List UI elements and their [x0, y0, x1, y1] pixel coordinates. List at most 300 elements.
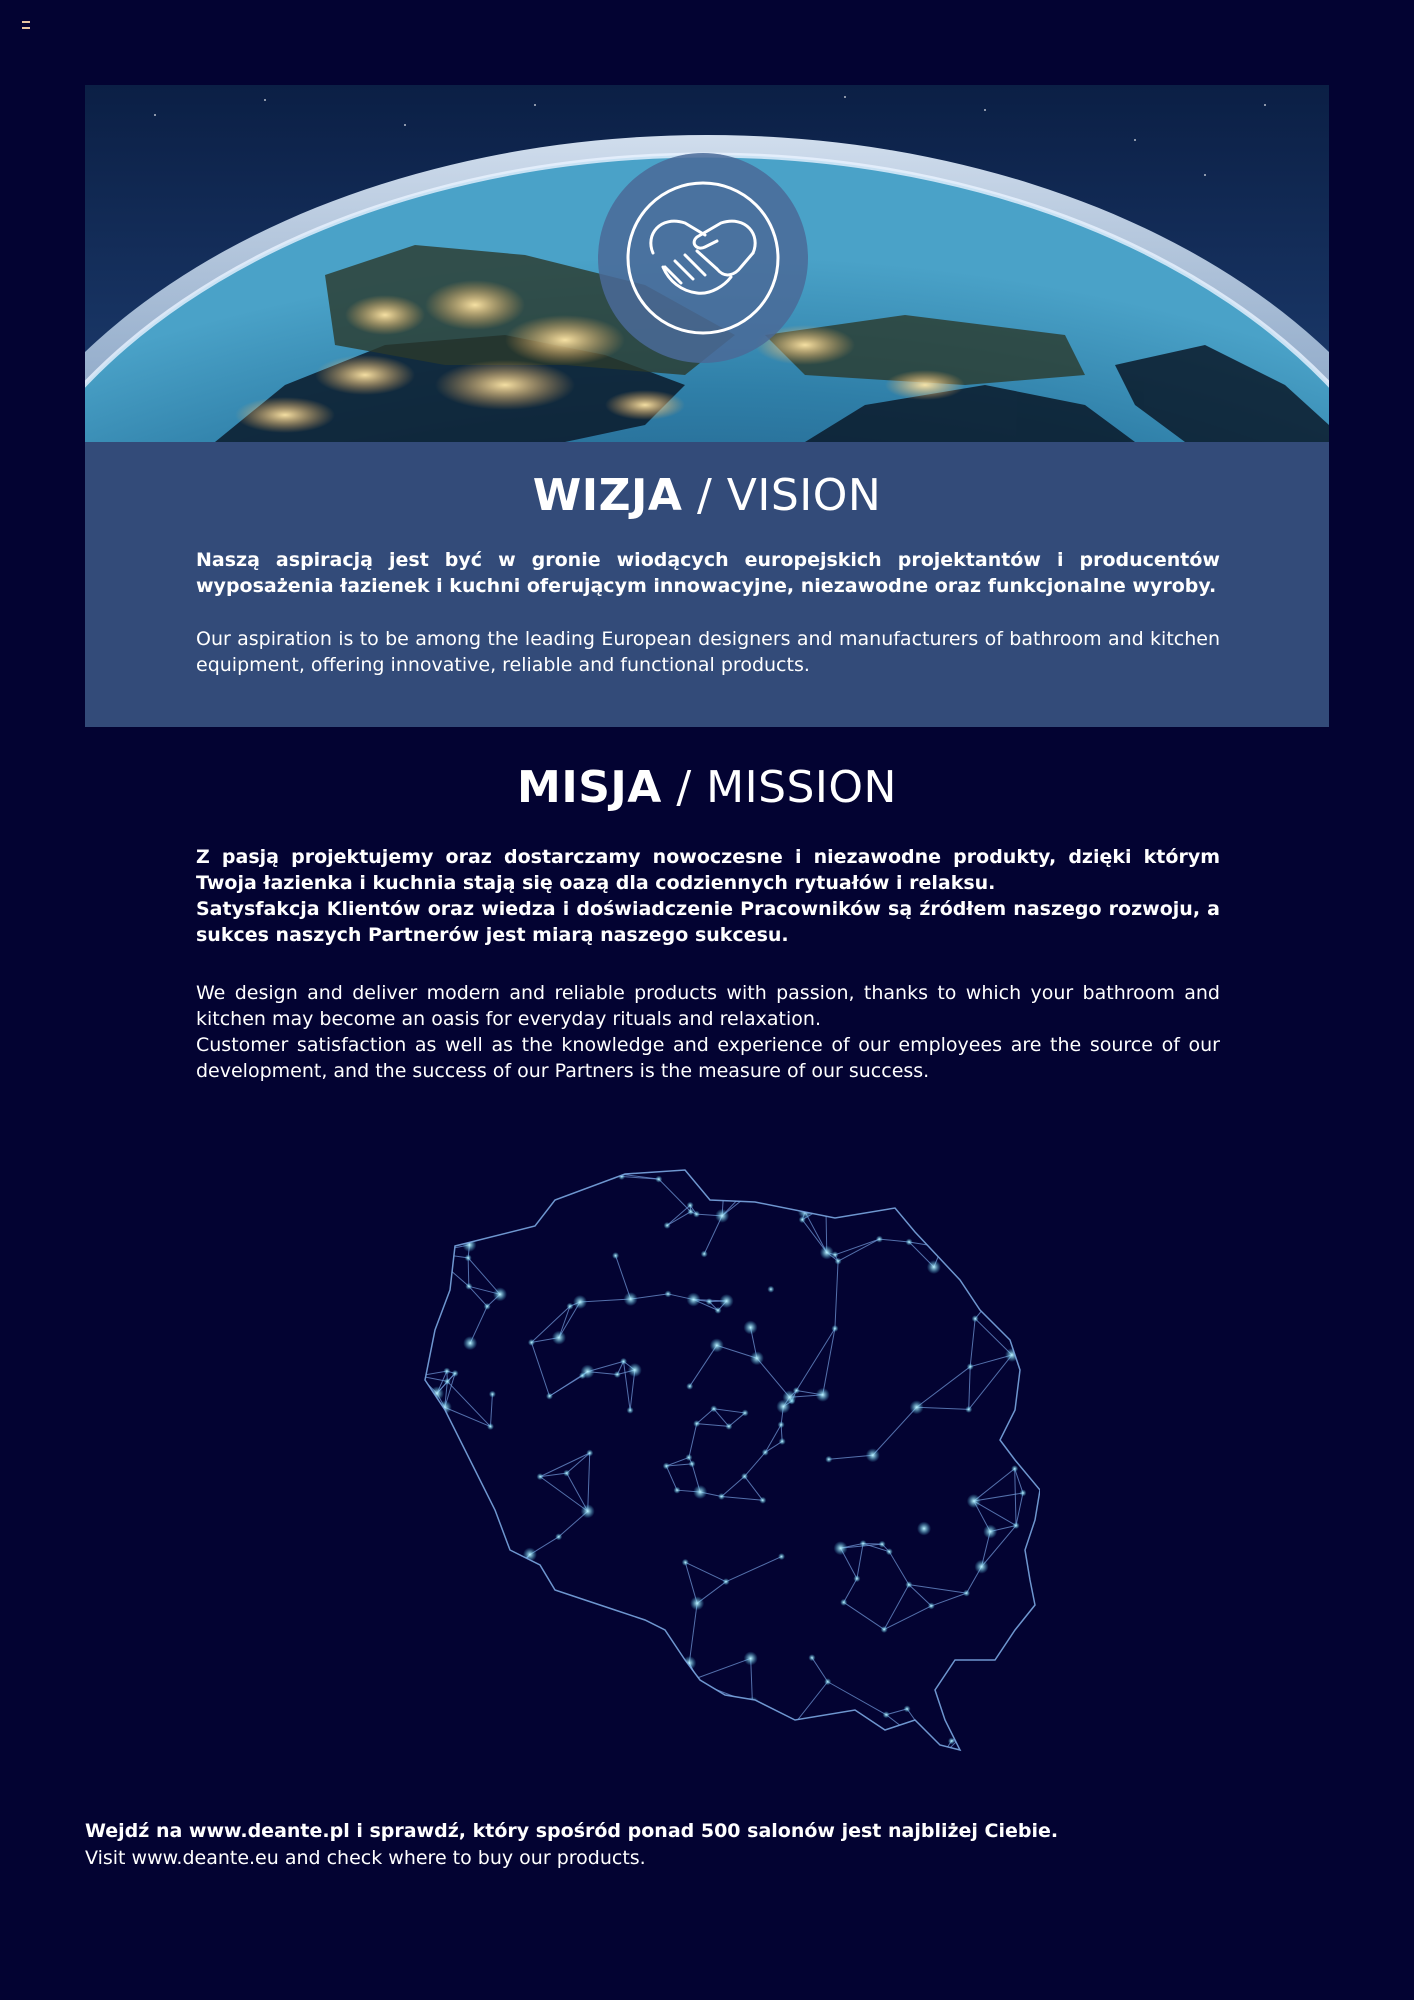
network-node	[825, 1456, 832, 1463]
network-node	[744, 1320, 758, 1334]
network-link	[969, 1355, 1012, 1409]
network-node	[710, 1338, 724, 1352]
network-link	[420, 1597, 494, 1614]
network-node	[759, 1497, 766, 1504]
network-node	[489, 1391, 496, 1398]
network-node	[690, 1596, 704, 1610]
network-node	[917, 1522, 931, 1536]
network-node	[484, 1303, 491, 1310]
network-node	[866, 1448, 880, 1462]
network-link	[931, 1593, 966, 1606]
network-node	[927, 1260, 941, 1274]
network-link	[497, 1585, 498, 1594]
network-link	[978, 1223, 1013, 1274]
network-link	[689, 1424, 697, 1458]
network-link	[667, 1212, 691, 1226]
network-node	[685, 1454, 692, 1461]
network-link	[654, 1728, 702, 1741]
network-link	[564, 1690, 582, 1733]
network-link	[493, 1624, 511, 1636]
network-node	[462, 1238, 476, 1252]
network-node	[799, 1216, 806, 1223]
network-node	[876, 1236, 883, 1243]
network-node	[693, 1420, 700, 1427]
network-node	[725, 1423, 732, 1430]
network-link	[433, 1520, 452, 1605]
network-node	[557, 1600, 564, 1607]
network-node	[627, 1407, 634, 1414]
network-node	[714, 1307, 721, 1314]
network-node	[620, 1358, 627, 1365]
network-link	[907, 1709, 941, 1757]
network-link	[690, 1345, 717, 1386]
network-link	[969, 1676, 994, 1729]
network-node	[975, 1560, 989, 1574]
hamburger-icon[interactable]	[22, 21, 30, 29]
network-node	[778, 1421, 785, 1428]
network-node	[674, 1487, 681, 1494]
network-link	[974, 1469, 1015, 1501]
network-link	[467, 1201, 470, 1245]
network-link	[745, 1452, 766, 1476]
network-link	[812, 1658, 828, 1682]
network-node	[552, 1331, 566, 1345]
network-link	[724, 1174, 762, 1191]
network-link	[752, 1704, 755, 1754]
network-link	[466, 1162, 519, 1173]
network-node	[1012, 1681, 1019, 1688]
network-node	[463, 1198, 470, 1205]
network-link	[844, 1579, 857, 1603]
network-link	[879, 1239, 909, 1242]
network-node	[831, 1325, 838, 1332]
network-node	[758, 1171, 765, 1178]
network-link	[471, 1699, 490, 1754]
network-link	[463, 1689, 465, 1716]
network-node	[628, 1743, 635, 1750]
network-node	[563, 1470, 570, 1477]
network-node	[614, 1371, 621, 1378]
network-link	[975, 1273, 1012, 1318]
network-node	[458, 1709, 472, 1723]
network-link	[909, 1585, 967, 1593]
network-node	[741, 1473, 748, 1480]
mission-text-en-2: Customer satisfaction as well as the knowledge and experience of our employees are the source of our development, and the success of our Partners is the measure of our success.	[196, 1034, 1220, 1082]
network-node	[546, 1393, 553, 1400]
network-link	[499, 1555, 530, 1595]
vision-title	[85, 470, 1329, 521]
network-link	[520, 1182, 525, 1190]
network-node	[578, 1730, 585, 1737]
network-link	[518, 1161, 521, 1183]
network-node	[491, 1594, 498, 1601]
network-node	[514, 1744, 528, 1758]
network-node	[965, 1406, 972, 1413]
network-node	[779, 1438, 786, 1445]
network-node	[552, 1651, 566, 1665]
footer	[85, 1818, 1058, 1872]
network-node	[464, 1747, 478, 1761]
network-node	[612, 1252, 619, 1259]
mission-text-en-1: We design and deliver modern and reliable products with passion, thanks to which your bathroom and kitchen may become an oasis for everyday rituals and relaxation.	[196, 982, 1220, 1030]
network-node	[516, 1160, 523, 1165]
network-link	[490, 1394, 492, 1426]
network-node	[655, 1176, 662, 1183]
network-node	[581, 1365, 595, 1379]
network-node	[879, 1541, 886, 1548]
network-link	[433, 1520, 497, 1585]
network-node	[717, 1184, 731, 1198]
network-link	[495, 1597, 511, 1624]
network-node	[417, 1610, 424, 1617]
network-link	[696, 1658, 750, 1678]
network-node	[703, 1751, 710, 1758]
network-link	[756, 1739, 783, 1754]
network-node	[718, 1493, 725, 1500]
network-link	[561, 1604, 584, 1620]
network-node	[586, 1449, 593, 1456]
network-node	[415, 1449, 419, 1456]
network-link	[584, 1620, 593, 1629]
network-link	[1015, 1469, 1023, 1493]
network-link	[453, 1594, 499, 1605]
network-link	[463, 1689, 490, 1700]
network-node	[963, 1590, 970, 1597]
network-link	[518, 1161, 525, 1191]
network-node	[494, 1582, 501, 1589]
network-node	[628, 1363, 642, 1377]
network-link	[941, 1729, 969, 1757]
network-link	[844, 1602, 884, 1629]
network-node	[698, 1160, 705, 1166]
vision-text-pl: Naszą aspiracją jest być w gronie wiodących europejskich projektantów i producentów wyposażenia łazienek i kuchni oferującym innowacyjne, niezawodne oraz funkcjonalne wyroby.	[196, 549, 1220, 597]
network-link	[561, 1604, 593, 1629]
network-node	[566, 1303, 573, 1310]
network-link	[702, 1740, 756, 1754]
network-node	[537, 1473, 544, 1480]
network-node	[517, 1179, 524, 1186]
network-link	[1015, 1469, 1016, 1526]
vision-text-en: Our aspiration is to be among the leading European designers and manufacturers of bathroom and kitchen equipment, offering innovative, reliable and functional products.	[196, 628, 1220, 676]
network-link	[685, 1562, 726, 1581]
network-link	[783, 1682, 828, 1739]
night-earth-europe-photo	[85, 85, 1329, 442]
network-link	[745, 1476, 763, 1500]
network-link	[419, 1371, 446, 1376]
network-link	[497, 1555, 530, 1586]
network-node	[715, 1209, 729, 1223]
network-node	[767, 1286, 774, 1293]
network-node	[561, 1687, 568, 1694]
network-node	[967, 1494, 981, 1508]
network-node	[664, 1222, 671, 1229]
network-link	[765, 1425, 781, 1453]
network-node	[701, 1250, 708, 1257]
network-link	[518, 1161, 520, 1162]
network-link	[519, 1162, 525, 1190]
network-link	[947, 1177, 978, 1223]
network-node	[589, 1625, 596, 1632]
poland-map-graphic	[415, 1160, 1040, 1780]
network-link	[942, 1223, 978, 1247]
network-node	[971, 1216, 985, 1230]
network-node	[816, 1388, 830, 1402]
network-link	[951, 1741, 1001, 1742]
network-link	[969, 1367, 970, 1410]
network-link	[828, 1682, 886, 1715]
network-node	[939, 1244, 946, 1251]
network-node	[693, 1485, 707, 1499]
network-node	[463, 1336, 477, 1350]
network-link	[702, 1740, 707, 1754]
network-node	[706, 1298, 713, 1305]
network-link	[466, 1173, 467, 1201]
network-node	[742, 1409, 749, 1416]
network-node	[808, 1654, 815, 1661]
network-node	[744, 1651, 758, 1665]
network-node	[822, 1202, 829, 1209]
network-node	[762, 1449, 769, 1456]
network-node	[1019, 1489, 1026, 1496]
network-node	[665, 1290, 672, 1297]
network-link	[752, 1704, 782, 1739]
network-node	[972, 1315, 979, 1322]
network-node	[511, 1160, 525, 1168]
network-link	[700, 1683, 752, 1703]
network-link	[521, 1734, 581, 1752]
network-link	[499, 1594, 511, 1623]
network-link	[469, 1286, 487, 1306]
network-node	[487, 1696, 494, 1703]
network-node	[910, 1400, 924, 1414]
network-link	[805, 1206, 826, 1212]
network-node	[840, 1599, 847, 1606]
network-node	[624, 1292, 638, 1306]
network-link	[714, 1409, 745, 1413]
mission-title	[0, 762, 1414, 813]
network-node	[687, 1202, 694, 1209]
network-link	[722, 1174, 762, 1215]
network-link	[757, 1358, 790, 1397]
network-link	[969, 1729, 1002, 1742]
network-link	[1002, 1685, 1016, 1742]
network-link	[994, 1676, 1015, 1684]
network-node	[710, 1405, 717, 1412]
network-node	[444, 1378, 451, 1385]
network-node	[928, 1602, 935, 1609]
network-link	[466, 1161, 518, 1173]
network-node	[580, 1616, 587, 1623]
network-link	[580, 1299, 631, 1302]
network-node	[1005, 1266, 1019, 1280]
network-link	[942, 1247, 1012, 1273]
network-node	[886, 1548, 893, 1555]
network-node	[465, 1283, 472, 1290]
network-link	[464, 1687, 465, 1715]
network-node	[490, 1632, 497, 1639]
network-node	[443, 1368, 450, 1375]
network-node	[750, 1351, 764, 1365]
network-link	[564, 1690, 606, 1704]
network-node	[518, 1183, 532, 1197]
network-node	[663, 1462, 670, 1469]
network-link	[447, 1381, 490, 1426]
network-link	[430, 1253, 468, 1258]
network-node	[555, 1533, 562, 1540]
network-node	[881, 1626, 888, 1633]
network-node	[573, 1295, 587, 1309]
network-node	[465, 1254, 472, 1261]
network-node	[853, 1575, 860, 1582]
network-link	[495, 1585, 498, 1597]
network-link	[493, 1597, 494, 1636]
network-link	[838, 1239, 879, 1261]
network-link	[531, 1342, 549, 1396]
network-link	[626, 1718, 632, 1746]
network-link	[722, 1476, 745, 1496]
hero-image	[85, 85, 1329, 442]
network-node	[904, 1705, 911, 1712]
mission-text-pl-2: Satysfakcja Klientów oraz wiedza i doświadczenie Pracowników są źródłem naszego rozwoju, a sukces naszych Partnerów jest miarą naszego sukcesu.	[196, 898, 1220, 946]
network-node	[906, 1238, 913, 1245]
mission-text-pl-1: Z pasją projektujemy oraz dostarczamy nowoczesne i niezawodne produkty, dzięki którym Twoja łazienka i kuchnia stają się oazą dla codziennych rytuałów i relaksu.	[196, 846, 1220, 894]
network-node	[689, 1460, 696, 1467]
network-node	[860, 1540, 867, 1547]
network-node	[905, 1581, 912, 1588]
network-link	[970, 1319, 975, 1367]
network-link	[753, 1174, 762, 1191]
footer-text-pl: Wejdź na www.deante.pl i sprawdź, który spośród ponad 500 salonów jest najbliżej Ciebie.	[85, 1820, 1059, 1842]
network-link	[493, 1594, 499, 1636]
network-node	[682, 1559, 689, 1566]
network-node	[820, 1245, 834, 1259]
network-link	[420, 1605, 453, 1614]
network-node	[752, 1750, 759, 1757]
network-link	[519, 1162, 520, 1183]
network-node	[698, 1737, 705, 1744]
network-node	[1013, 1522, 1020, 1529]
network-node	[746, 1185, 760, 1199]
network-link	[654, 1728, 707, 1755]
network-node	[998, 1738, 1005, 1745]
network-node	[495, 1591, 502, 1598]
network-link	[606, 1705, 626, 1719]
vision-title-strong: WIZJA	[532, 470, 683, 521]
network-node	[1011, 1465, 1018, 1472]
network-node	[720, 1294, 734, 1308]
vision-panel	[85, 442, 1329, 727]
network-link	[582, 1705, 606, 1734]
network-node	[493, 1287, 507, 1301]
network-node	[647, 1721, 661, 1735]
network-link	[582, 1718, 626, 1734]
network-link	[540, 1477, 588, 1512]
network-link	[626, 1713, 651, 1718]
network-link	[835, 1261, 838, 1328]
vision-title-rest: / VISION	[682, 470, 882, 521]
network-node	[528, 1339, 535, 1346]
network-node	[446, 1598, 460, 1612]
network-link	[468, 1258, 469, 1286]
network-node	[463, 1169, 470, 1176]
network-link	[722, 1496, 763, 1500]
network-link	[567, 1453, 590, 1473]
network-link	[468, 1258, 500, 1294]
network-node	[983, 1525, 997, 1539]
network-link	[464, 1687, 490, 1699]
network-node	[883, 1711, 890, 1718]
network-node	[778, 1553, 785, 1560]
network-node	[687, 1293, 701, 1307]
network-link	[495, 1594, 499, 1597]
network-node	[602, 1701, 609, 1708]
network-node	[461, 1684, 468, 1691]
network-node	[644, 1706, 658, 1720]
network-link	[471, 1751, 522, 1754]
network-node	[723, 1578, 730, 1585]
network-node	[938, 1753, 945, 1760]
network-node	[581, 1504, 595, 1518]
footer-text-en: Visit www.deante.eu and check where to buy our products.	[85, 1847, 646, 1869]
network-link	[430, 1253, 469, 1287]
network-link	[917, 1367, 971, 1408]
network-node	[940, 1170, 954, 1184]
network-link	[889, 1552, 909, 1585]
network-link	[453, 1597, 495, 1605]
network-link	[666, 1466, 677, 1490]
network-link	[884, 1606, 931, 1630]
network-link	[917, 1407, 969, 1409]
network-link	[667, 1205, 690, 1225]
network-link	[689, 1603, 697, 1663]
mission-title-strong: MISJA	[517, 762, 662, 813]
network-link	[1016, 1493, 1023, 1526]
network-node	[487, 1423, 494, 1430]
network-link	[559, 1658, 565, 1690]
network-link	[588, 1453, 590, 1511]
network-node	[835, 1258, 842, 1265]
network-node	[452, 1370, 459, 1377]
network-link	[651, 1713, 654, 1727]
network-node	[456, 1682, 470, 1696]
network-link	[857, 1544, 863, 1579]
network-node	[793, 1387, 800, 1394]
network-link	[490, 1699, 521, 1751]
poland-network-map	[415, 1160, 1040, 1780]
network-node	[776, 1732, 790, 1746]
network-link	[632, 1713, 651, 1746]
network-node	[834, 1541, 848, 1555]
network-link	[465, 1699, 490, 1715]
network-node	[430, 1517, 437, 1524]
network-link	[415, 1452, 433, 1520]
network-node	[507, 1620, 514, 1627]
network-node	[967, 1363, 974, 1370]
network-link	[835, 1239, 879, 1255]
network-node	[423, 1246, 437, 1260]
mission-title-rest: / MISSION	[661, 762, 897, 813]
network-link	[659, 1179, 691, 1212]
network-node	[991, 1673, 998, 1680]
network-link	[559, 1620, 584, 1658]
handshake-icon	[598, 153, 808, 363]
network-link	[559, 1629, 593, 1659]
network-link	[632, 1728, 654, 1747]
network-node	[962, 1722, 976, 1736]
network-link	[697, 1424, 729, 1427]
network-node	[687, 1208, 694, 1215]
network-node	[686, 1383, 693, 1390]
